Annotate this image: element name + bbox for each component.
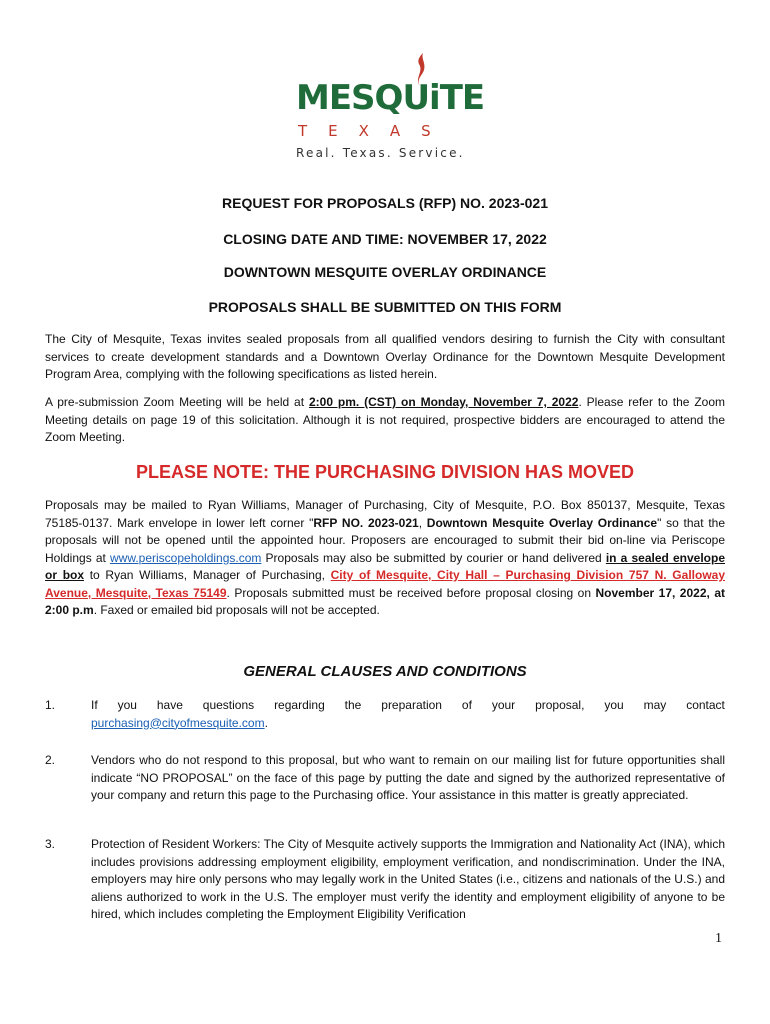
city-logo [296,52,485,162]
closing-deadline: November 17, 2022, at 2:00 p.m [45,585,725,617]
word: of [461,698,472,712]
word: preparation [381,698,442,712]
mailing-text-d: to Ryan Williams, Manager of Purchasing, [84,568,331,582]
word: proposal, [535,698,585,712]
clause-resident-workers: Protection of Resident Workers: The City of Mesquite actively supports the Immigration and Nationality Act (INA), which includes provisions addressing employment eligibility, employment verification, and nondiscrimination. Under the INA, employers may hire only persons who may legally work in the United States (i.e., citizens and nationals of the U.S.) and aliens authorized to work in the U.S. The employer must verify the identity and employment eligibility of anyone to be hired, which includes completing the Employment Eligibility Verification [91,837,725,921]
mailing-text-e: . Proposals submitted must be received before proposal closing on [226,585,596,600]
closing-date-heading: CLOSING DATE AND TIME: NOVEMBER 17, 2022 [223,231,547,247]
zoom-pre: A pre-submission Zoom Meeting will be held at [45,395,309,409]
item-number: 2. [45,753,56,767]
word: contact [686,698,725,712]
word: If [91,698,98,712]
zoom-post: . Please refer to the Zoom Meeting details on page 19 of this solicitation. Although it is not required, prospective bidders are encouraged to attend the Zoom Meeting. [45,395,725,444]
word: have [156,698,183,712]
item-number: 3. [45,837,56,851]
clause-no-proposal: Vendors who do not respond to this proposal, but who want to remain on our mailing list for future opportunities shall indicate “NO PROPOSAL” on the face of this page by putting the date and signed by the authorized representative of your company and return this page to the Purchasing office. Your assistance in this matter is greatly appreciated. [91,753,725,802]
submission-heading: PROPOSALS SHALL BE SUBMITTED ON THIS FORM [208,299,562,315]
mark-rfp-number: RFP NO. 2023-021 [313,515,419,530]
word: you [604,698,624,712]
project-title-heading: DOWNTOWN MESQUITE OVERLAY ORDINANCE [223,264,547,280]
word: questions [202,698,255,712]
zoom-time: 2:00 pm. (CST) on Monday, November 7, 2022 [308,395,579,409]
word: the [344,698,362,712]
logo-state: TEXAS [298,122,452,140]
periscope-link[interactable]: www.periscopeholdings.com [110,550,262,565]
period: . [264,715,268,730]
mailing-paragraph [45,497,725,620]
general-clauses-title: GENERAL CLAUSES AND CONDITIONS [243,663,527,680]
clause-questions [91,697,725,732]
intro-paragraph: The City of Mesquite, Texas invites sealed proposals from all qualified vendors desiring to furnish the City with consultant services to create development standards and a Downtown Overlay Ordinance for the Downtown Mesquite Development Program Area, complying with the following specifications as listed herein. [45,332,725,381]
item-number: 1. [45,698,56,712]
mailing-text-a: Proposals may be mailed to Ryan Williams, Manager of Purchasing, City of Mesquite, P.O. Box 850137, Mesquite, Texas 75185-0137. Mark envelope in lower left corner " [45,498,725,530]
word: your [491,698,516,712]
logo-wordmark: MESQUiTE [296,78,485,118]
purchasing-email-link[interactable]: purchasing@cityofmesquite.com [91,715,265,730]
sealed-envelope-text: in a sealed envelope or box [45,550,725,582]
mailing-text-b: " so that the proposals will not be opened until the appointed hour. Proposers are encouraged to submit their bid on-line via Periscope Holdings at [45,515,726,565]
word: may [643,698,667,712]
mailing-text-f: . Faxed or emailed bid proposals will not be accepted. [93,603,380,617]
word: you [117,698,137,712]
city-hall-address: City of Mesquite, City Hall – Purchasing Division 757 N. Galloway Avenue, Mesquite, Texas 75149 [45,568,725,600]
rfp-number-heading: REQUEST FOR PROPOSALS (RFP) NO. 2023-021 [222,195,548,211]
page-number: 1 [715,931,722,946]
mailing-comma: , [418,515,427,530]
mark-project-title: Downtown Mesquite Overlay Ordinance [426,515,658,530]
logo-tagline: Real. Texas. Service. [296,146,465,160]
zoom-paragraph [45,394,725,447]
word: regarding [274,698,325,712]
clause-questions-email-line [91,715,725,733]
purchasing-moved-notice: PLEASE NOTE: THE PURCHASING DIVISION HAS MOVED [135,462,635,482]
clause-questions-line [91,697,725,715]
mailing-text-c: Proposals may also be submitted by courier or hand delivered [261,550,606,565]
